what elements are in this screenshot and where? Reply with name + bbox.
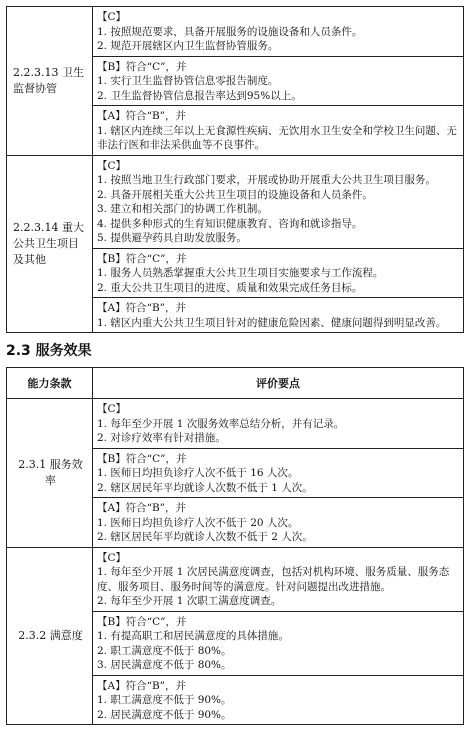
criterion-line: 2. 每年至少开展 1 次职工满意度调查。 — [97, 595, 282, 607]
top-criteria-table — [6, 6, 464, 333]
grade-a-block — [93, 106, 464, 156]
table-row — [7, 7, 464, 57]
criterion-line: 2. 对诊疗效率有针对措施。 — [97, 432, 226, 444]
criterion-line: 1. 医师日均担负诊疗人次不低于 16 人次。 — [97, 467, 299, 479]
criterion-line: 2. 卫生监督协管信息报告率达到95%以上。 — [97, 89, 302, 102]
criterion-line: 1. 医师日均担负诊疗人次不低于 20 人次。 — [97, 516, 299, 529]
grade-b-block — [93, 248, 464, 298]
grade-heading: 【B】符合“C”，并 — [97, 252, 187, 265]
document-page — [6, 6, 463, 725]
criterion-line: 1. 按照当地卫生行政部门要求，开展或协助开展重大公共卫生项目服务。 — [97, 174, 436, 186]
grade-heading: 【C】 — [97, 551, 127, 564]
table-row — [7, 547, 464, 611]
criterion-line: 3. 居民满意度不低于 80%。 — [97, 659, 232, 671]
table-row — [7, 399, 464, 449]
criterion-line: 2. 职工满意度不低于 80%。 — [97, 644, 232, 657]
grade-heading: 【A】符合“B”，并 — [97, 502, 187, 514]
service-effect-table — [6, 367, 464, 725]
grade-heading: 【C】 — [97, 159, 127, 172]
criterion-line: 1. 实行卫生监督协管信息零报告制度。 — [97, 75, 279, 87]
criterion-line: 2. 规范开展辖区内卫生监督协管服务。 — [97, 40, 279, 52]
criterion-line: 3. 建立和相关部门的协调工作机制。 — [97, 203, 268, 215]
grade-b-block — [93, 56, 464, 106]
grade-heading: 【B】符合“C”，并 — [97, 615, 187, 628]
grade-c-block — [93, 547, 464, 611]
criterion-line: 1. 有提高职工和居民满意度的具体措施。 — [97, 630, 289, 642]
grade-heading: 【C】 — [97, 11, 127, 23]
criterion-line: 1. 辖区内重大公共卫生项目针对的健康危险因素、健康问题得到明显改善。 — [97, 316, 447, 329]
grade-b-block — [93, 448, 464, 498]
table-row — [7, 155, 464, 248]
criterion-line: 1. 职工满意度不低于 90%。 — [97, 694, 232, 706]
grade-a-block — [93, 298, 464, 333]
clause-cell: 2.2.3.14 重大公共卫生项目及其他 — [7, 155, 93, 333]
criterion-line: 5. 提供避孕药具自助发放服务。 — [97, 232, 247, 244]
criterion-line: 2. 辖区居民年平均就诊人次数不低于 2 人次。 — [97, 531, 313, 543]
grade-a-block — [93, 498, 464, 548]
criterion-line: 1. 按照规范要求，具备开展服务的设施设备和人员条件。 — [97, 25, 363, 38]
criterion-line: 2. 具备开展相关重大公共卫生项目的设施设备和人员条件。 — [97, 188, 373, 201]
grade-a-block — [93, 675, 464, 725]
column-header-points: 评价要点 — [93, 368, 464, 399]
column-header-clause: 能力条款 — [7, 368, 93, 399]
criterion-line: 1. 辖区内连续三年以上无食源性疾病、无饮用水卫生安全和学校卫生问题、无非法行医和非法采供血等不良事件。 — [97, 124, 457, 151]
grade-heading: 【B】符合“C”，并 — [97, 60, 187, 73]
grade-c-block — [93, 7, 464, 57]
criterion-line: 2. 重大公共卫生项目的进度、质量和效果完成任务目标。 — [97, 281, 363, 294]
criterion-line: 1. 每年至少开展 1 次服务效率总结分析，并有记录。 — [97, 417, 345, 430]
header-row — [7, 368, 464, 399]
section-title: 2.3 服务效果 — [6, 343, 92, 359]
criterion-line: 2. 辖区居民年平均就诊人次数不低于 1 人次。 — [97, 481, 313, 494]
clause-cell: 2.2.3.13 卫生监督协管 — [7, 7, 93, 156]
clause-cell: 2.3.1 服务效率 — [7, 399, 93, 548]
grade-heading: 【C】 — [97, 403, 127, 415]
grade-heading: 【A】符合“B”，并 — [97, 302, 187, 314]
grade-heading: 【A】符合“B”，并 — [97, 110, 187, 122]
grade-heading: 【A】符合“B”，并 — [97, 679, 187, 692]
criterion-line: 4. 提供多种形式的生育知识健康教育、咨询和就诊指导。 — [97, 217, 363, 230]
criterion-line: 2. 居民满意度不低于 90%。 — [97, 708, 232, 721]
grade-c-block — [93, 155, 464, 248]
grade-b-block — [93, 611, 464, 675]
grade-heading: 【B】符合“C”，并 — [97, 452, 187, 465]
clause-cell: 2.3.2 满意度 — [7, 547, 93, 725]
criterion-line: 1. 每年至少开展 1 次居民满意度调查，包括对机构环境、服务质量、服务态度、服务项目、服务时间等的满意度。针对问题提出改进措施。 — [97, 566, 450, 593]
criterion-line: 1. 服务人员熟悉掌握重大公共卫生项目实施要求与工作流程。 — [97, 267, 384, 279]
grade-c-block — [93, 399, 464, 449]
